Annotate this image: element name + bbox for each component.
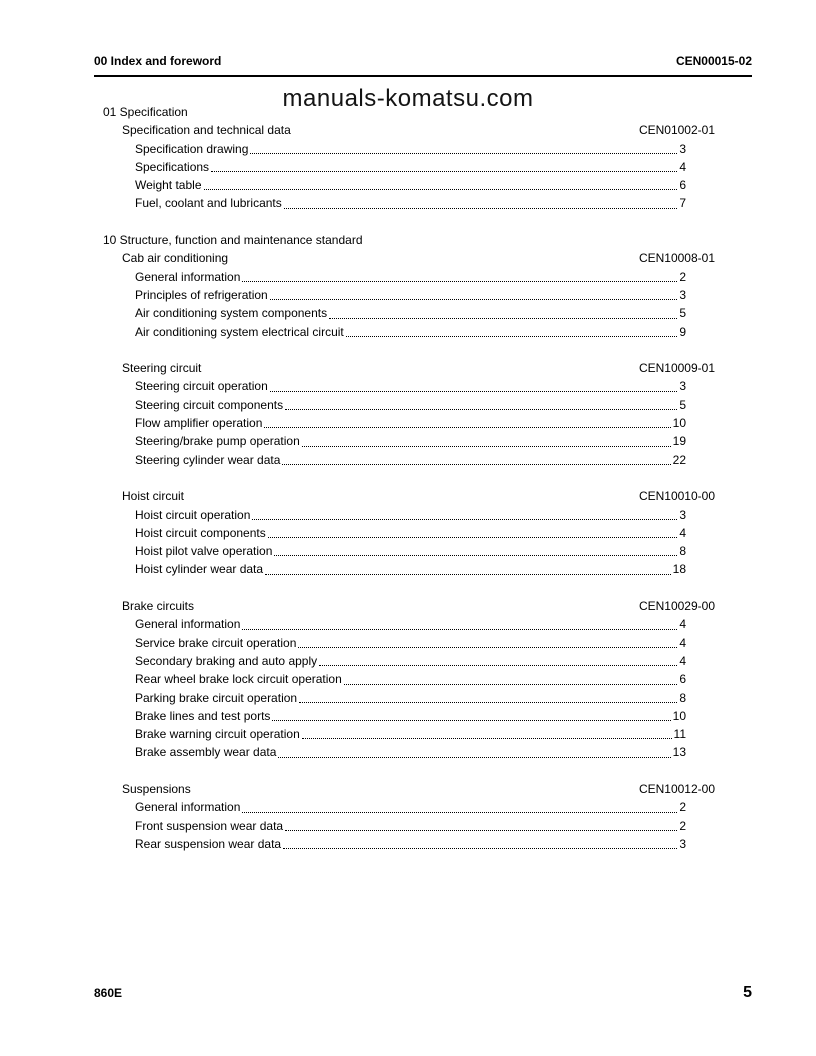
toc-entry	[135, 194, 686, 212]
toc-entry-label: Specifications	[135, 159, 210, 174]
toc-entry-label: Secondary braking and auto apply	[135, 653, 318, 668]
subsection-heading	[122, 359, 715, 377]
toc-entry-page: 4	[679, 159, 686, 174]
toc-entry-label: General information	[135, 269, 241, 284]
toc-entry-label: Brake warning circuit operation	[135, 727, 300, 742]
toc-entry-label: Weight table	[135, 178, 202, 193]
toc-entry	[135, 615, 686, 633]
toc-entry	[135, 689, 686, 707]
subsection-title: Brake circuits	[122, 599, 195, 614]
toc-entry-page: 18	[672, 562, 686, 577]
dot-leader	[272, 720, 670, 721]
subsection-title: Suspensions	[122, 781, 191, 796]
toc-entry	[135, 414, 686, 432]
toc-entry	[135, 670, 686, 688]
dot-leader	[283, 848, 677, 849]
toc-entry	[135, 634, 686, 652]
toc-entry	[135, 560, 686, 578]
dot-leader	[302, 738, 672, 739]
dot-leader	[252, 519, 677, 520]
toc-entry	[135, 396, 686, 414]
dot-leader	[268, 537, 678, 538]
toc-entry	[135, 798, 686, 816]
toc-entry	[135, 286, 686, 304]
dot-leader	[278, 757, 670, 758]
toc-entry-label: Service brake circuit operation	[135, 635, 297, 650]
dot-leader	[242, 629, 677, 630]
dot-leader	[242, 281, 677, 282]
toc-section	[103, 231, 715, 853]
toc-entry-page: 10	[672, 416, 686, 431]
toc-section	[103, 103, 715, 213]
toc-entry-page: 11	[673, 727, 686, 742]
dot-leader	[284, 208, 678, 209]
toc-entry-page: 5	[679, 397, 686, 412]
dot-leader	[264, 427, 670, 428]
toc-entry-label: Steering cylinder wear data	[135, 452, 281, 467]
model-number: 860E	[94, 986, 123, 1000]
toc-entry-label: Air conditioning system components	[135, 306, 328, 321]
toc-entry-label: Principles of refrigeration	[135, 287, 268, 302]
dot-leader	[344, 684, 678, 685]
section-title: 01 Specification	[103, 105, 188, 119]
dot-leader	[282, 464, 670, 465]
toc-entry	[135, 304, 686, 322]
dot-leader	[329, 318, 677, 319]
toc-entry	[135, 377, 686, 395]
toc-entry-page: 2	[679, 800, 686, 815]
toc-entry	[135, 542, 686, 560]
toc-entry-label: General information	[135, 800, 241, 815]
dot-leader	[285, 830, 677, 831]
dot-leader	[265, 574, 671, 575]
toc-entry-label: Fuel, coolant and lubricants	[135, 196, 282, 211]
toc-entry-page: 2	[679, 818, 686, 833]
dot-leader	[242, 812, 677, 813]
toc-entry-page: 3	[679, 379, 686, 394]
section-title: 10 Structure, function and maintenance standard	[103, 233, 363, 248]
toc-entry-label: Flow amplifier operation	[135, 416, 263, 431]
subsection-title: Specification and technical data	[122, 123, 291, 138]
header-section-title: 00 Index and foreword	[94, 54, 222, 68]
toc-entry-label: Air conditioning system electrical circuit	[135, 324, 344, 339]
toc-entry-label: Hoist pilot valve operation	[135, 544, 273, 559]
toc-entry	[135, 524, 686, 542]
toc-entry	[135, 268, 686, 286]
header-document-code: CEN00015-02	[675, 54, 752, 68]
toc-subsection	[103, 359, 715, 469]
toc-entry	[135, 817, 686, 835]
toc-entry-page: 10	[672, 708, 686, 723]
subsection-title: Hoist circuit	[122, 489, 185, 504]
subsection-title: Steering circuit	[122, 361, 202, 376]
subsection-heading	[122, 487, 715, 505]
toc-entry	[135, 743, 686, 761]
toc-entry	[135, 652, 686, 670]
toc-entry-label: Steering/brake pump operation	[135, 434, 300, 449]
subsection-heading	[122, 249, 715, 267]
toc-entry-page: 3	[679, 836, 686, 851]
toc-entry-page: 4	[679, 635, 686, 650]
toc-entry	[135, 451, 686, 469]
toc-entry-page: 5	[679, 306, 686, 321]
toc-subsection	[103, 249, 715, 340]
toc-entry-page: 22	[672, 452, 686, 467]
toc-entry-label: Brake assembly wear data	[135, 745, 277, 760]
subsection-code: CEN10009-01	[638, 361, 715, 376]
subsection-heading	[122, 597, 715, 615]
toc-entry-page: 19	[672, 434, 686, 449]
page-number: 5	[743, 984, 752, 1001]
toc-entry	[135, 140, 686, 158]
toc-entry-label: Front suspension wear data	[135, 818, 284, 833]
toc-entry-page: 2	[679, 269, 686, 284]
toc-entry-page: 9	[679, 324, 686, 339]
dot-leader	[302, 446, 671, 447]
subsection-code: CEN10010-00	[638, 489, 715, 504]
toc-entry-label: Hoist circuit operation	[135, 507, 251, 522]
dot-leader	[299, 702, 677, 703]
dot-leader	[298, 647, 677, 648]
toc-entry	[135, 176, 686, 194]
subsection-title: Cab air conditioning	[122, 251, 229, 266]
toc-entry-label: Steering circuit components	[135, 397, 284, 412]
toc-entry	[135, 323, 686, 341]
toc-entry	[135, 835, 686, 853]
toc-entry-page: 8	[679, 690, 686, 705]
dot-leader	[270, 299, 678, 300]
toc-subsection	[103, 597, 715, 762]
dot-leader	[274, 555, 677, 556]
dot-leader	[270, 391, 678, 392]
toc-entry	[135, 707, 686, 725]
subsection-code: CEN01002-01	[638, 123, 715, 138]
toc-entry-label: Rear wheel brake lock circuit operation	[135, 672, 342, 687]
toc-entry-page: 6	[679, 178, 686, 193]
toc-entry-page: 4	[679, 653, 686, 668]
toc-entry-page: 8	[679, 544, 686, 559]
page-footer	[94, 984, 752, 1002]
toc-entry-label: Steering circuit operation	[135, 379, 268, 394]
table-of-contents	[103, 103, 715, 853]
toc-subsection	[103, 780, 715, 853]
toc-entry-label: Hoist cylinder wear data	[135, 562, 264, 577]
toc-entry-page: 3	[679, 507, 686, 522]
toc-entry-label: Hoist circuit components	[135, 525, 266, 540]
toc-entry-page: 3	[679, 287, 686, 302]
toc-entry-label: Rear suspension wear data	[135, 836, 282, 851]
toc-subsection	[103, 487, 715, 578]
toc-entry-label: Specification drawing	[135, 141, 249, 156]
header-rule	[94, 75, 752, 77]
toc-entry	[135, 432, 686, 450]
toc-entry-page: 13	[672, 745, 686, 760]
dot-leader	[346, 336, 678, 337]
watermark-text: manuals-komatsu.com	[282, 85, 534, 112]
subsection-heading	[122, 121, 715, 139]
dot-leader	[211, 171, 677, 172]
toc-entry	[135, 725, 686, 743]
subsection-code: CEN10008-01	[638, 251, 715, 266]
toc-entry-page: 4	[679, 525, 686, 540]
page-header	[94, 54, 752, 68]
dot-leader	[250, 153, 677, 154]
toc-entry-page: 7	[679, 196, 686, 211]
toc-entry-label: Parking brake circuit operation	[135, 690, 298, 705]
subsection-code: CEN10012-00	[638, 781, 715, 796]
dot-leader	[204, 189, 678, 190]
toc-entry-label: General information	[135, 617, 241, 632]
toc-entry-page: 4	[679, 617, 686, 632]
toc-entry	[135, 158, 686, 176]
dot-leader	[285, 409, 677, 410]
toc-entry-label: Brake lines and test ports	[135, 708, 271, 723]
subsection-heading	[122, 780, 715, 798]
toc-entry-page: 3	[679, 141, 686, 156]
toc-subsection	[103, 121, 715, 212]
subsection-code: CEN10029-00	[638, 599, 715, 614]
dot-leader	[319, 665, 677, 666]
toc-entry-page: 6	[679, 672, 686, 687]
toc-entry	[135, 506, 686, 524]
